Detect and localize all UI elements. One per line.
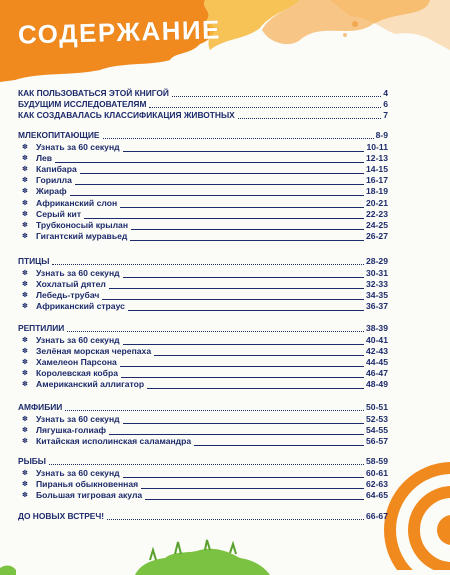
toc-entry-label: Хамелеон Парсона (36, 357, 117, 368)
toc-subentry (18, 346, 388, 357)
leader-line (65, 409, 364, 411)
toc-entry-label: Африканский страус (36, 301, 125, 312)
toc-entry-pages: 30-31 (366, 268, 388, 278)
toc-entry-pages: 42-43 (366, 346, 388, 357)
toc-subentry (18, 368, 388, 379)
toc-entry (18, 456, 388, 467)
toc-entry-pages: 14-15 (366, 164, 388, 175)
toc-entry-label: Капибара (36, 164, 77, 175)
leader-line (109, 287, 364, 289)
toc-entry-label: КАК ПОЛЬЗОВАТЬСЯ ЭТОЙ КНИГОЙ (18, 88, 169, 98)
toc-entry-pages: 60-61 (366, 468, 388, 478)
toc-entry (18, 256, 388, 267)
paw-print-icon: ✽ (22, 348, 28, 356)
toc-subentry (18, 436, 388, 447)
toc-entry-pages: 58-59 (366, 456, 388, 466)
leader-line (123, 476, 364, 478)
toc-subentry (18, 414, 388, 425)
page-title: СОДЕРЖАНИЕ (17, 14, 222, 50)
leader-line (238, 117, 381, 119)
toc-entry-pages: 34-35 (366, 290, 388, 301)
leader-line (67, 330, 364, 332)
toc-entry-label: Узнать за 60 секунд (36, 414, 120, 424)
leader-line (154, 354, 364, 356)
paw-print-icon: ✽ (22, 416, 28, 423)
toc-entry-pages: 28-29 (366, 256, 388, 266)
toc-entry (18, 511, 388, 522)
leader-line (70, 194, 364, 196)
toc-entry-label: Африканский слон (36, 197, 118, 208)
toc-entry (18, 110, 388, 121)
toc-subentry (18, 335, 388, 346)
toc-subentry (18, 231, 388, 242)
toc-subentry (18, 268, 388, 279)
toc-entry-pages: 12-13 (366, 153, 388, 164)
toc-entry-label: Узнать за 60 секунд (36, 268, 120, 278)
toc-subentry (18, 468, 388, 479)
toc-entry-pages: 36-37 (366, 301, 388, 312)
leader-line (131, 228, 364, 230)
paw-print-icon: ✽ (22, 438, 28, 446)
toc-entry-label: Американский аллигатор (36, 379, 145, 390)
toc-subentry (18, 290, 388, 301)
toc-entry (18, 402, 388, 413)
toc-subentry (18, 301, 388, 312)
paw-print-icon: ✽ (22, 232, 28, 240)
toc-entry-pages: 10-11 (366, 142, 388, 152)
toc-entry-pages: 8-9 (375, 130, 388, 140)
toc-entry-pages: 6 (383, 99, 388, 109)
toc-entry-pages: 48-49 (366, 379, 388, 390)
toc-entry (18, 99, 388, 110)
toc-subentry (18, 142, 388, 153)
toc-entry (18, 130, 388, 141)
toc-entry-pages: 24-25 (366, 219, 388, 230)
toc-entry-label: Лебедь-трубач (36, 290, 100, 301)
leader-line (130, 239, 364, 241)
leader-line (149, 106, 381, 108)
toc-entry-label: РЫБЫ (18, 456, 47, 466)
paw-print-icon: ✽ (22, 177, 28, 185)
leader-line (120, 365, 364, 367)
toc-entry-label: Узнать за 60 секунд (36, 335, 120, 345)
toc-entry-pages: 66-67 (366, 511, 388, 521)
paw-print-icon: ✽ (22, 427, 28, 435)
toc-entry-pages: 54-55 (366, 425, 388, 436)
toc-entry-label: Зелёная морская черепаха (36, 346, 152, 357)
toc-entry-pages: 52-53 (366, 414, 388, 424)
paw-print-icon: ✽ (22, 281, 28, 289)
toc-entry-pages: 64-65 (366, 490, 388, 501)
leader-line (120, 206, 364, 208)
toc-entry-pages: 20-21 (366, 197, 388, 208)
toc-entry-label: ДО НОВЫХ ВСТРЕЧ! (18, 511, 105, 521)
paw-print-icon: ✽ (22, 370, 28, 378)
toc-subentry (18, 198, 388, 209)
leader-line (109, 433, 364, 435)
leader-line (52, 263, 364, 265)
paw-print-icon: ✽ (22, 303, 28, 311)
leader-line (103, 137, 374, 139)
leader-line (123, 276, 364, 278)
toc-entry-label: РЕПТИЛИИ (18, 323, 65, 333)
leader-line (102, 298, 364, 300)
paw-print-icon: ✽ (22, 166, 28, 174)
toc-entry-label: Серый кит (36, 208, 82, 219)
toc-entry-pages: 26-27 (366, 230, 388, 241)
leader-line (194, 444, 364, 446)
toc-subentry (18, 209, 388, 220)
leader-line (145, 498, 364, 500)
toc-entry-pages: 40-41 (366, 335, 388, 345)
toc-subentry (18, 379, 388, 390)
leader-line (141, 487, 364, 489)
toc-entry-pages: 62-63 (366, 479, 388, 490)
leader-line (128, 309, 364, 311)
toc-entry-label: Лев (36, 153, 53, 164)
toc-entry (18, 88, 388, 99)
toc-entry-pages: 18-19 (366, 186, 388, 197)
toc-subentry (18, 479, 388, 490)
toc-subentry (18, 425, 388, 436)
toc-entry-label: БУДУЩИМ ИССЛЕДОВАТЕЛЯМ (18, 99, 147, 109)
toc-subentry (18, 220, 388, 231)
toc-entry-label: Гигантский муравьед (36, 230, 128, 241)
toc-entry-pages: 16-17 (366, 175, 388, 186)
toc-subentry (18, 279, 388, 290)
paw-print-icon: ✽ (22, 481, 28, 489)
toc-entry-pages: 44-45 (366, 357, 388, 368)
paw-print-icon: ✽ (22, 359, 28, 367)
toc-subentry (18, 490, 388, 501)
toc-entry-label: Китайская исполинская саламандра (36, 436, 192, 447)
toc-entry-label: Большая тигровая акула (36, 490, 143, 501)
toc-entry-label: Трубконосый крылан (36, 219, 129, 230)
toc-entry-pages: 7 (383, 110, 388, 120)
toc-entry-pages: 4 (383, 88, 388, 98)
toc-entry-label: Лягушка-голиаф (36, 425, 107, 436)
toc-entry-label: МЛЕКОПИТАЮЩИЕ (18, 130, 100, 140)
leader-line (123, 343, 364, 345)
paw-print-icon: ✽ (22, 188, 28, 196)
leader-line (121, 376, 364, 378)
toc-entry-label: Горилла (36, 175, 72, 186)
toc-entry-label: Пиранья обыкновенная (36, 479, 139, 490)
paw-print-icon: ✽ (22, 492, 28, 500)
paw-print-icon: ✽ (22, 292, 28, 300)
toc-entry-pages: 32-33 (366, 279, 388, 290)
toc-subentry (18, 175, 388, 186)
toc-entry-label: КАК СОЗДАВАЛАСЬ КЛАССИФИКАЦИЯ ЖИВОТНЫХ (18, 110, 235, 120)
paw-print-icon: ✽ (22, 381, 28, 389)
leader-line (75, 183, 364, 185)
leader-line (123, 422, 364, 424)
leader-line (84, 217, 364, 219)
toc-entry-label: Жираф (36, 186, 67, 197)
paw-print-icon: ✽ (22, 199, 28, 207)
toc-subentry (18, 153, 388, 164)
grass-decoration (0, 520, 450, 575)
leader-line (172, 95, 381, 97)
paw-print-icon: ✽ (22, 470, 28, 477)
toc-subentry (18, 186, 388, 197)
toc-entry-pages: 38-39 (366, 323, 388, 333)
paw-print-icon: ✽ (22, 337, 28, 344)
toc-entry-pages: 56-57 (366, 436, 388, 447)
toc-subentry (18, 164, 388, 175)
leader-line (147, 387, 364, 389)
toc-entry-label: АМФИБИИ (18, 402, 63, 412)
paw-print-icon: ✽ (22, 155, 28, 163)
leader-line (80, 172, 364, 174)
toc-entry-label: Узнать за 60 секунд (36, 142, 120, 152)
leader-line (123, 150, 365, 152)
paw-print-icon: ✽ (22, 221, 28, 229)
leader-line (107, 518, 364, 520)
leader-line (55, 161, 364, 163)
toc-entry-label: Хохлатый дятел (36, 279, 106, 290)
toc-entry (18, 323, 388, 334)
toc-entry-label: Королевская кобра (36, 368, 119, 379)
paw-print-icon: ✽ (22, 270, 28, 277)
leader-line (49, 463, 364, 465)
toc-entry-pages: 22-23 (366, 208, 388, 219)
paw-print-icon: ✽ (22, 210, 28, 218)
toc-subentry (18, 357, 388, 368)
toc-entry-label: Узнать за 60 секунд (36, 468, 120, 478)
toc-entry-pages: 46-47 (366, 368, 388, 379)
paw-print-icon: ✽ (22, 144, 28, 151)
toc-entry-pages: 50-51 (366, 402, 388, 412)
toc-entry-label: ПТИЦЫ (18, 256, 50, 266)
